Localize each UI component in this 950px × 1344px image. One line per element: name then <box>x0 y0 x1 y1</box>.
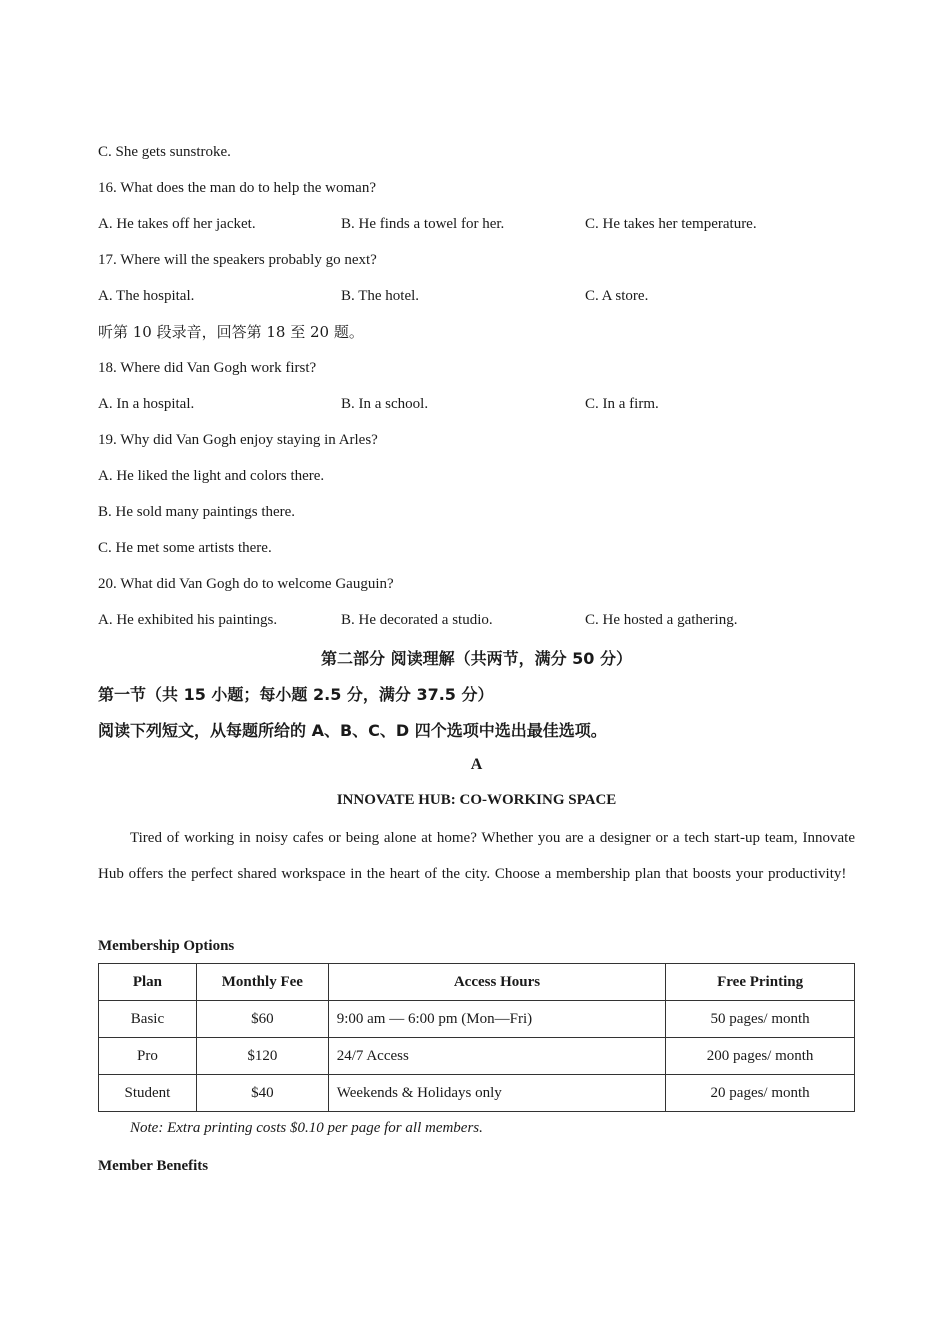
header-free-printing: Free Printing <box>666 964 855 1001</box>
reading-instruction: 阅读下列短文，从每题所给的 A、B、C、D 四个选项中选出最佳选项。 <box>98 721 607 740</box>
section1-heading: 第一节（共 15 小题；每小题 2.5 分，满分 37.5 分） <box>98 685 494 704</box>
table-row <box>99 1075 855 1112</box>
header-monthly-fee: Monthly Fee <box>196 964 328 1001</box>
cell-plan: Pro <box>99 1038 197 1075</box>
passage-letter: A <box>470 756 483 773</box>
q17-stem: 17. Where will the speakers probably go next? <box>98 252 377 268</box>
table-row <box>99 1038 855 1075</box>
cell-hours: 9:00 am — 6:00 pm (Mon—Fri) <box>328 1001 665 1038</box>
q16-option-c: C. He takes her temperature. <box>585 216 757 232</box>
cell-printing: 200 pages/ month <box>666 1038 855 1075</box>
q17-option-a: A. The hospital. <box>98 288 195 304</box>
q20-option-a: A. He exhibited his paintings. <box>98 612 278 628</box>
cell-hours: 24/7 Access <box>328 1038 665 1075</box>
q19-stem: 19. Why did Van Gogh enjoy staying in Arles? <box>98 432 378 448</box>
passage-intro: Tired of working in noisy cafes or being alone at home? Whether you are a designer or a tech start-up team, Innovate Hub offers the perfect shared workspace in the heart of the city. Choose a membership plan that boosts your productivity! <box>98 830 855 882</box>
q18-option-a: A. In a hospital. <box>98 396 195 412</box>
q16-option-a: A. He takes off her jacket. <box>98 216 256 232</box>
header-access-hours: Access Hours <box>328 964 665 1001</box>
cell-fee: $40 <box>196 1075 328 1112</box>
header-plan: Plan <box>99 964 197 1001</box>
q16-stem: 16. What does the man do to help the woman? <box>98 180 376 196</box>
cell-fee: $60 <box>196 1001 328 1038</box>
cell-plan: Student <box>99 1075 197 1112</box>
table-row <box>99 1001 855 1038</box>
cell-printing: 20 pages/ month <box>666 1075 855 1112</box>
q19-option-c: C. He met some artists there. <box>98 540 272 556</box>
q18-stem: 18. Where did Van Gogh work first? <box>98 360 317 376</box>
passage-title: INNOVATE HUB: CO-WORKING SPACE <box>336 792 617 808</box>
q17-option-c: C. A store. <box>585 288 649 304</box>
table-header-row <box>99 964 855 1001</box>
q20-option-b: B. He decorated a studio. <box>341 612 493 628</box>
q19-option-a: A. He liked the light and colors there. <box>98 468 325 484</box>
section-10-instruction: 听第 10 段录音，回答第 18 至 20 题。 <box>98 323 364 341</box>
q19-option-b: B. He sold many paintings there. <box>98 504 296 520</box>
printing-note: Note: Extra printing costs $0.10 per page for all members. <box>130 1120 483 1136</box>
cell-plan: Basic <box>99 1001 197 1038</box>
q16-option-b: B. He finds a towel for her. <box>341 216 505 232</box>
cell-fee: $120 <box>196 1038 328 1075</box>
membership-heading: Membership Options <box>98 938 235 954</box>
cell-printing: 50 pages/ month <box>666 1001 855 1038</box>
cell-hours: Weekends & Holidays only <box>328 1075 665 1112</box>
q18-option-c: C. In a firm. <box>585 396 659 412</box>
part2-title: 第二部分 阅读理解（共两节，满分 50 分） <box>321 649 632 668</box>
q17-option-b: B. The hotel. <box>341 288 420 304</box>
q20-option-c: C. He hosted a gathering. <box>585 612 738 628</box>
membership-table <box>98 963 855 1112</box>
q15-option-c: C. She gets sunstroke. <box>98 144 231 160</box>
q20-stem: 20. What did Van Gogh do to welcome Gauguin? <box>98 576 394 592</box>
q18-option-b: B. In a school. <box>341 396 429 412</box>
benefits-heading: Member Benefits <box>98 1158 209 1174</box>
